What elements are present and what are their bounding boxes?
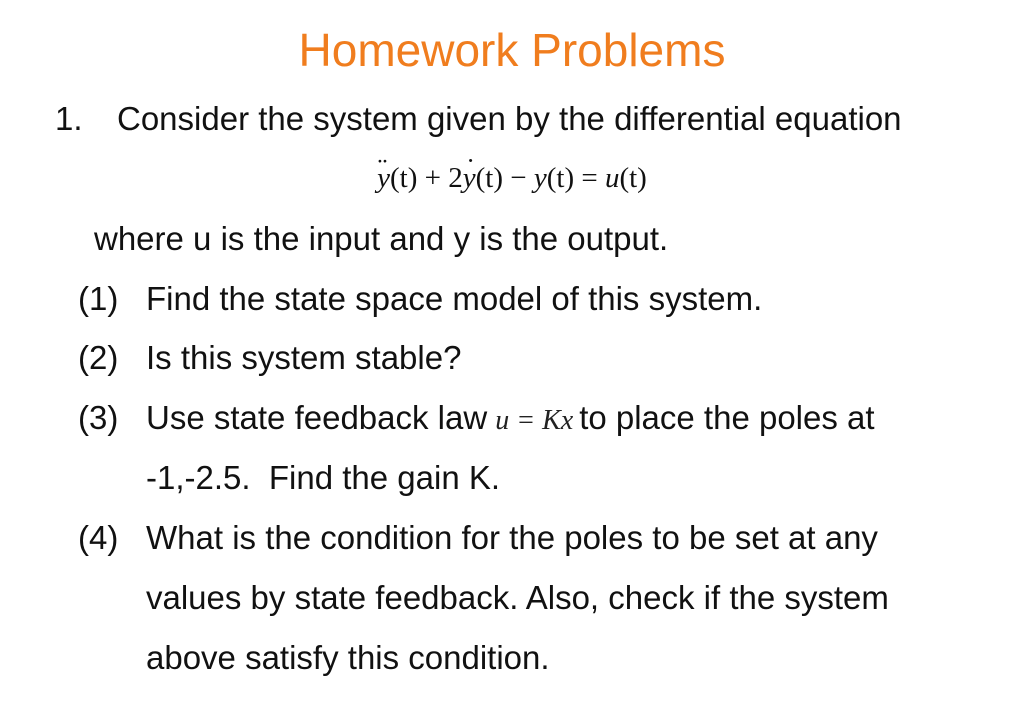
page-title: Homework Problems [298,24,726,76]
problem-description: where u is the input and y is the output. [94,220,669,257]
item-3-text-before: Use state feedback law [146,399,488,436]
item-4-continuation-1: values by state feedback. Also, check if the system [146,579,889,616]
item-4-continuation-2: above satisfy this condition. [146,639,550,676]
eq-arg-4: (t) [619,162,647,194]
item-3-line [146,398,875,441]
eq-arg-3: (t) [546,162,575,194]
eq-term-y-dot: y ˙ [463,158,476,198]
eq-term-u: u [604,162,620,194]
eq-term-y: y [533,162,547,194]
item-4-text: What is the condition for the poles to be set at any [146,519,878,556]
eq-op-3: = [574,162,605,194]
eq-term-y-ddot: y ¨ [377,158,390,198]
item-2-text: Is this system stable? [146,339,462,376]
item-3-text-after: to place the poles at [579,399,875,436]
item-1-label: (1) [78,280,119,317]
item-1-text: Find the state space model of this system. [146,280,763,317]
problem-number: 1. [55,100,83,137]
eq-arg-2: (t) [475,162,503,194]
eq-op-2: − [503,162,534,194]
differential-equation [0,158,1024,198]
item-4-label: (4) [78,519,119,556]
eq-arg-1: (t) [390,162,418,194]
item-3-label: (3) [78,399,119,436]
item-3-continuation: -1,-2.5. Find the gain K. [146,459,501,496]
problem-statement: Consider the system given by the differential equation [117,100,902,137]
item-2-label: (2) [78,339,119,376]
feedback-law-math: u = Kx [495,405,574,436]
eq-op-1: + 2 [417,162,463,194]
